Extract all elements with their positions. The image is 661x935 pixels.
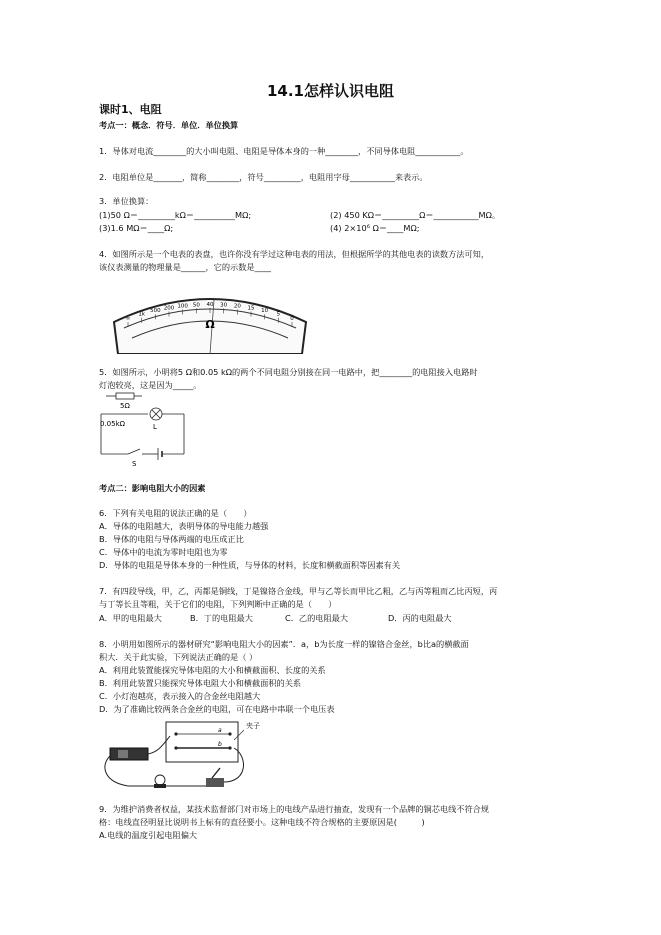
question-8-option-b: B．利用此装置只能探究导体电阻大小和横截面积的关系 (99, 678, 302, 688)
question-7-line-1: 7．有四段导线，甲，乙，丙都是铜线，丁是镍铬合金线，甲与乙等长而甲比乙粗，乙与丙等粗而乙比丙短，丙 (99, 586, 498, 596)
resistor-symbol (116, 393, 134, 399)
question-8-line-2: 积大．关于此实验，下列说法正确的是（ ） (99, 652, 258, 662)
question-8-line-1: 8．小明用如图所示的器材研究“影响电阻大小的因素”．a，b为长度一样的镍铬合金丝，b比a的横截面 (99, 639, 469, 649)
battery-pack (110, 748, 148, 760)
switch-symbol (128, 449, 140, 454)
dial-tick-label: 200 (163, 305, 175, 312)
dial-tick-label: 500 (150, 308, 161, 315)
resistor-label-005kohm: 0.05kΩ (100, 420, 125, 428)
question-7-option-c: C．乙的电阻最大 (285, 613, 349, 623)
question-7-option-d: D．丙的电阻最大 (388, 613, 452, 623)
question-7-option-a: A．甲的电阻最大 (99, 613, 162, 623)
question-9-line-1: 9．为维护消费者权益，某技术监督部门对市场上的电线产品进行抽查，发现有一个品牌的铜芯电线不符合规 (99, 804, 490, 814)
dial-tick-label: 50 (192, 302, 200, 309)
question-8-option-c: C．小灯泡越亮，表示接入的合金丝电阻越大 (99, 691, 261, 701)
dial-tick-label: 30 (220, 302, 228, 309)
dial-tick-label: 100 (177, 303, 188, 310)
dial-tick-label: 15 (247, 305, 255, 312)
dial-tick-label: ∞ (125, 316, 131, 322)
question-3a: (1)50 Ω＝_________kΩ＝__________MΩ; (99, 210, 252, 220)
page-title: 14.1怎样认识电阻 (266, 82, 394, 100)
question-8-option-a: A．利用此装置能探究导体电阻的大小和横截面积、长度的关系 (99, 665, 326, 675)
question-2: 2．电阻单位是_______，简称________，符号_________，电阻用字母___________来表示。 (99, 172, 428, 182)
bulb-icon (155, 775, 165, 785)
lesson-heading: 课时1、电阻 (99, 103, 162, 116)
wire-b-label: b (218, 741, 222, 748)
question-4-line-1: 4．如图所示是一个电表的表盘，也许你没有学过这种电表的用法，但根据所学的其他电表的读数方法可知， (99, 249, 490, 259)
dial-tick-label: 20 (233, 303, 241, 310)
question-4-line-2: 该仪表测量的物理量是______，它的示数是____ (99, 262, 271, 272)
question-7-line-2: 与丁等长且等粗，关于它们的电阻，下列判断中正确的是（ ） (99, 599, 337, 609)
wire-a-label: a (218, 727, 222, 734)
dial-unit-label: Ω (205, 318, 215, 331)
switch-label: S (132, 460, 137, 468)
wire-board (166, 722, 238, 762)
question-6-option-a: A．导体的电阻越大，表明导体的导电能力越强 (99, 521, 269, 531)
knife-switch (206, 778, 224, 787)
dial-tick-label: 1k (138, 311, 146, 318)
question-7-option-b: B．丁的电阻最大 (190, 613, 253, 623)
question-6-option-c: C．导体中的电流为零时电阻也为零 (99, 547, 228, 557)
ohmmeter-dial-figure (110, 282, 310, 354)
question-6-option-d: D．导体的电阻是导体本身的一种性质，与导体的材料，长度和横截面积等因素有关 (99, 560, 401, 570)
dial-tick-label: 5 (276, 311, 281, 318)
question-3b: (2) 450 KΩ＝_________Ω＝___________MΩ。 (330, 210, 501, 220)
question-9-line-2: 格：电线直径明显比说明书上标有的直径要小。这种电线不符合规格的主要原因是( ) (99, 817, 425, 827)
lamp-label: L (153, 423, 157, 431)
resistor-label-5ohm: 5Ω (120, 402, 130, 410)
question-5-line-1: 5．如图所示，小明将5 Ω和0.05 kΩ的两个不同电阻分别接在同一电路中，把________的电阻接入电路时 (99, 367, 478, 377)
question-3c: (3)1.6 MΩ＝____Ω; (99, 223, 174, 233)
question-9-option-a: A.电线的温度引起电阻偏大 (99, 830, 198, 840)
circuit-diagram-q5 (98, 390, 198, 470)
question-1: 1．导体对电流________的大小叫电阻、电阻是导体本身的一种________，不同导体电阻___________。 (99, 146, 469, 156)
clip-label: 夹子 (246, 722, 260, 730)
dial-tick-label: 40 (206, 302, 214, 308)
question-6: 6．下列有关电阻的说法正确的是（ ） (99, 508, 252, 518)
dial-tick-label: 0 (290, 316, 294, 322)
question-5-line-2: 灯泡较亮，这是因为_____。 (99, 380, 202, 390)
question-3-heading: 3．单位换算： (99, 196, 154, 206)
question-8-option-d: D．为了准确比较两条合金丝的电阻，可在电路中串联一个电压表 (99, 704, 335, 714)
question-3d: (4) 2×10⁶ Ω＝____MΩ; (330, 223, 420, 233)
question-6-option-b: B．导体的电阻与导体两端的电压成正比 (99, 534, 244, 544)
resistance-apparatus-figure (98, 716, 288, 800)
knowledge-point-1: 考点一：概念．符号．单位．单位换算 (99, 120, 239, 130)
dial-tick-label: 10 (261, 308, 269, 315)
knowledge-point-2: 考点二：影响电阻大小的因素 (99, 483, 206, 493)
